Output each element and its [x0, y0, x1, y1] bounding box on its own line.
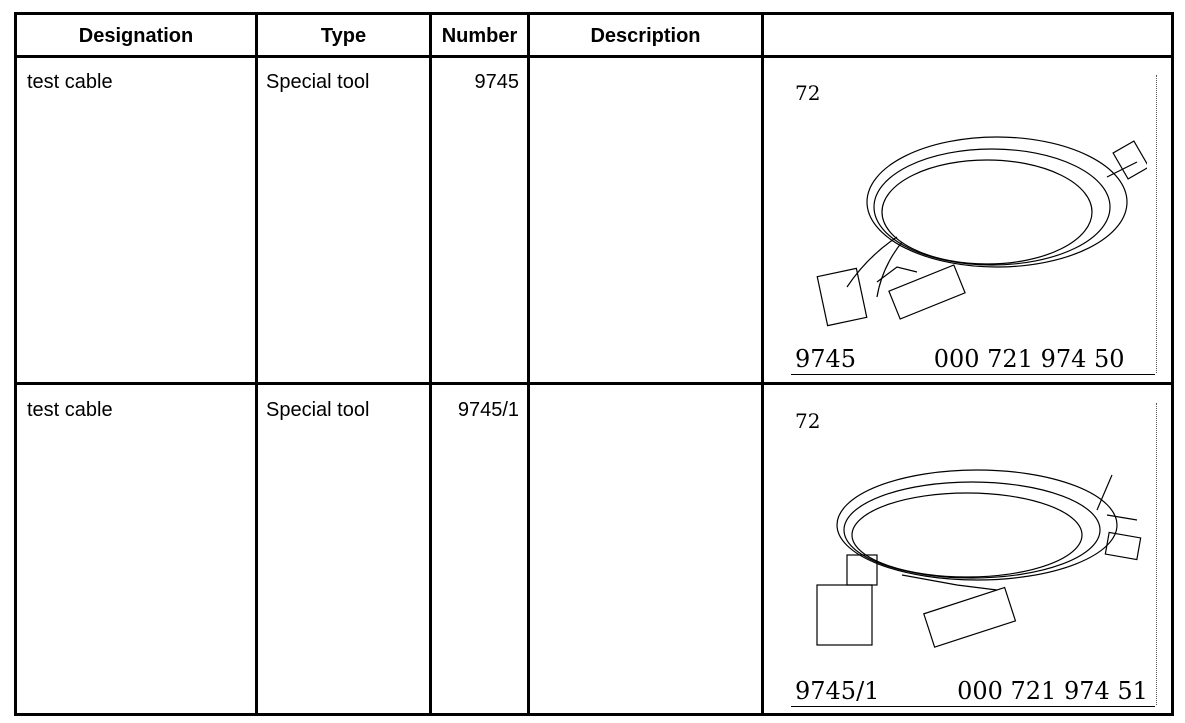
figure-tool-number: 9745 [795, 345, 857, 373]
header-description: Description [590, 24, 701, 47]
figure-border [1156, 75, 1157, 373]
test-cable-illustration [807, 435, 1147, 655]
row1-number: 9745 [474, 71, 519, 93]
header-image [764, 15, 1174, 57]
figure-tool-number: 9745/1 [795, 677, 880, 705]
column-divider [527, 15, 530, 713]
figure-underline [791, 706, 1155, 707]
header-number: Number [441, 24, 518, 47]
row2-type: Special tool [266, 399, 370, 421]
figure-part-number: 000 721 974 50 [933, 345, 1125, 373]
row1-type: Special tool [266, 71, 370, 93]
figure-ref: 72 [795, 81, 821, 105]
column-divider [255, 15, 258, 713]
figure-caption [795, 345, 1125, 373]
row2-tool-figure [777, 395, 1167, 711]
figure-border [1156, 403, 1157, 705]
special-tools-table [14, 12, 1174, 716]
figure-caption [795, 677, 1148, 705]
figure-ref: 72 [795, 409, 821, 433]
column-divider [761, 15, 764, 713]
row2-designation: test cable [27, 399, 113, 421]
header-type: Type [320, 24, 367, 47]
row-divider [17, 382, 1171, 385]
row1-designation: test cable [27, 71, 113, 93]
row2-number: 9745/1 [457, 399, 519, 421]
figure-underline [791, 374, 1155, 375]
figure-part-number: 000 721 974 51 [957, 677, 1148, 705]
header-designation: Designation [78, 24, 194, 47]
row1-tool-figure [777, 67, 1167, 379]
test-cable-illustration [807, 107, 1147, 327]
column-divider [429, 15, 432, 713]
